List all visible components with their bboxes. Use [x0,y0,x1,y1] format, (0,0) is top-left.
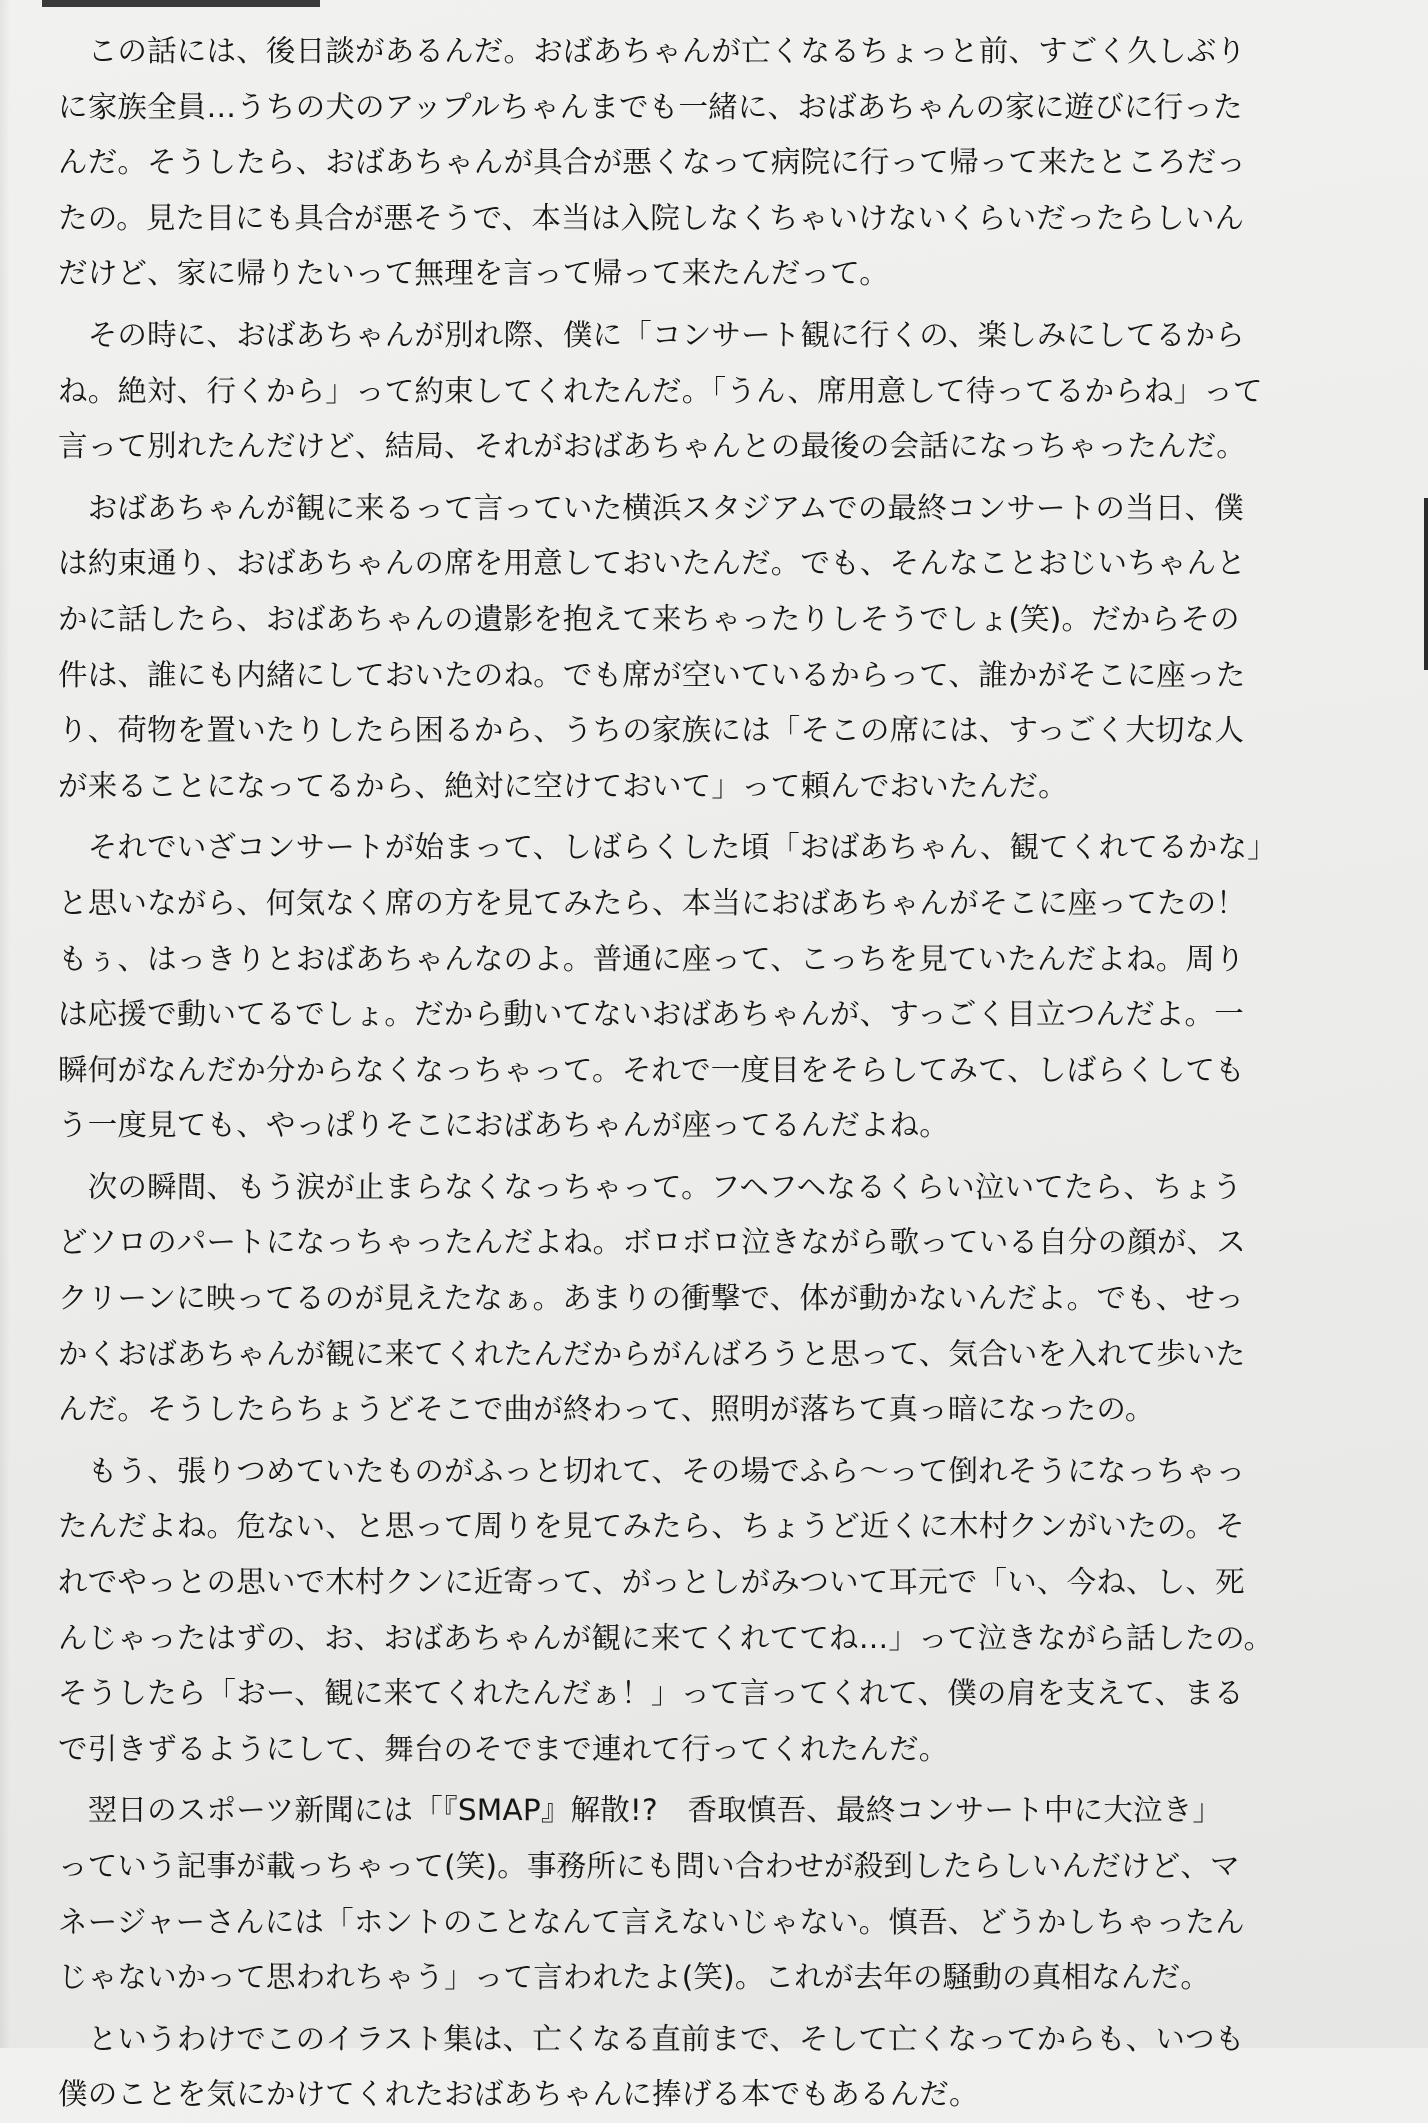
text-line: それでいざコンサートが始まって、しばらくした頃「おばあちゃん、観てくれてるかな」 [58,830,1277,865]
text-line: れでやっとの思いで木村クンに近寄って、がっとしがみついて耳元で「い、今ね、し、死 [58,1565,1245,1600]
text-line: ね。絶対、行くから」って約束してくれたんだ。「うん、席用意して待ってるからね」って [58,373,1263,408]
text-line: どソロのパートになっちゃったんだよね。ボロボロ泣きながら歌っている自分の顔が、ス [58,1225,1247,1260]
text-line: この話には、後日談があるんだ。おばあちゃんが亡くなるちょっと前、すごく久しぶり [58,34,1247,68]
text-line: そうしたら「おー、観に来てくれたんだぁ！」って言ってくれて、僕の肩を支えて、まる [58,1676,1244,1711]
paragraph [58,1160,1358,1438]
text-line: んだ。そうしたら、おばあちゃんが具合が悪くなって病院に行って帰って来たところだっ [58,145,1247,180]
paragraph [58,481,1358,815]
text-line: おばあちゃんが観に来るって言っていた横浜スタジアムでの最終コンサートの当日、僕 [58,490,1244,525]
text-line: んじゃったはずの、お、おばあちゃんが観に来てくれててね…」って泣きながら話したの。 [58,1620,1274,1655]
text-line: は約束通り、おばあちゃんの席を用意しておいたんだ。でも、そんなことおじいちゃんと [58,546,1247,581]
text-line: で引きずるようにして、舞台のそでまで連れて行ってくれたんだ。 [58,1731,949,1766]
paragraph [58,24,1358,302]
text-line: 次の瞬間、もう涙が止まらなくなっちゃって。フヘフヘなるくらい泣いてたら、ちょう [58,1169,1243,1204]
text-line: たんだよね。危ない、と思って周りを見てみたら、ちょうど近くに木村クンがいたの。そ [58,1509,1245,1544]
top-rule [42,0,320,7]
text-line: 件は、誰にも内緒にしておいたのね。でも席が空いているからって、誰かがそこに座った [58,657,1246,692]
text-line: 僕のことを気にかけてくれたおばあちゃんに捧げる本でもあるんだ。 [58,2077,979,2112]
text-line: んだ。そうしたらちょうどそこで曲が終わって、照明が落ちて真っ暗になったの。 [58,1392,1155,1427]
text-line: もぅ、はっきりとおばあちゃんなのよ。普通に座って、こっちを見ていたんだよね。周り [58,941,1245,976]
body-text [58,24,1358,2123]
page-edge-shadow [0,0,10,2048]
text-line: 瞬何がなんだか分からなくなっちゃって。それで一度目をそらしてみて、しばらくしても [58,1052,1245,1087]
text-line: もう、張りつめていたものがふっと切れて、その場でふら〜って倒れそうになっちゃっ [58,1453,1246,1488]
paragraph [58,1783,1358,2005]
text-line: その時に、おばあちゃんが別れ際、僕に「コンサート観に行くの、楽しみにしてるから [58,317,1245,352]
text-line: だけど、家に帰りたいって無理を言って帰って来たんだって。 [58,256,890,291]
text-line: っていう記事が載っちゃって(笑)。事務所にも問い合わせが殺到したらしいんだけど、マ [58,1849,1240,1883]
text-line: 言って別れたんだけど、結局、それがおばあちゃんとの最後の会話になっちゃったんだ。 [58,429,1247,464]
paragraph [58,820,1358,1154]
text-line: たの。見た目にも具合が悪そうで、本当は入院しなくちゃいけないくらいだったらしいん [58,200,1245,235]
text-line: かに話したら、おばあちゃんの遺影を抱えて来ちゃったりしそうでしょ(笑)。だからその [58,601,1240,636]
paragraph [58,1444,1358,1778]
text-line: じゃないかって思われちゃう」って言われたよ(笑)。これが去年の騒動の真相なんだ。 [58,1960,1211,1995]
text-line: は応援で動いてるでしょ。だから動いてないおばあちゃんが、すっごく目立つんだよ。一 [58,997,1244,1032]
text-line: う一度見ても、やっぱりそこにおばあちゃんが座ってるんだよね。 [58,1108,950,1143]
paragraph [58,308,1358,475]
paragraph [58,2012,1358,2123]
text-line: 翌日のスポーツ新聞には「『SMAP』解散!? 香取慎吾、最終コンサート中に大泣き」 [58,1793,1223,1828]
text-line: ネージャーさんには「ホントのことなんて言えないじゃない。慎吾、どうかしちゃったん [58,1904,1245,1939]
text-line: というわけでこのイラスト集は、亡くなる直前まで、そして亡くなってからも、いつも [58,2021,1245,2056]
text-line: かくおばあちゃんが観に来てくれたんだからがんばろうと思って、気合いを入れて歩いた [58,1336,1246,1371]
text-line: と思いながら、何気なく席の方を見てみたら、本当におばあちゃんがそこに座ってたの！ [58,885,1247,920]
text-line: り、荷物を置いたりしたら困るから、うちの家族には「そこの席には、すっごく大切な人 [58,713,1245,748]
text-line: に家族全員…うちの犬のアップルちゃんまでも一緒に、おばあちゃんの家に遊びに行った [58,89,1243,124]
page-edge-mark [1424,498,1428,670]
text-line: クリーンに映ってるのが見えたなぁ。あまりの衝撃で、体が動かないんだよ。でも、せっ [58,1281,1245,1316]
text-line: が来ることになってるから、絶対に空けておいて」って頼んでおいたんだ。 [58,768,1068,803]
